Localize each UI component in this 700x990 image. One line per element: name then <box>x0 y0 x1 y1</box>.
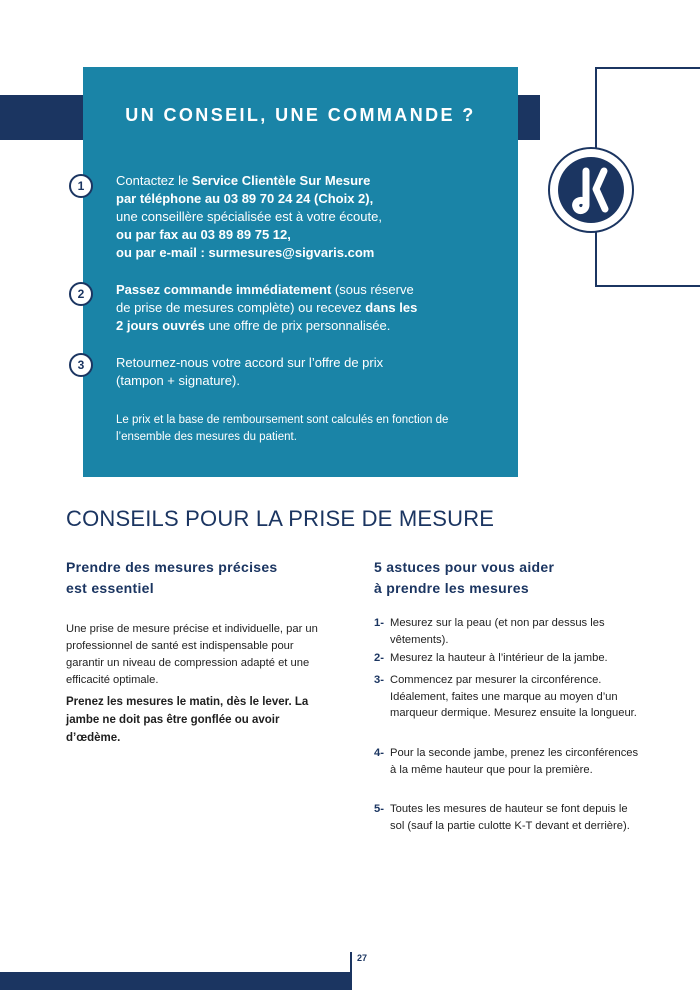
step-2-line: de prise de mesures complète) ou recevez dans les <box>116 300 418 315</box>
step-1-line: une conseillère spécialisée est à votre écoute, <box>116 209 382 224</box>
step-3-text <box>116 354 506 390</box>
page-divider <box>350 952 352 990</box>
page-number: 27 <box>357 953 368 963</box>
step-1-line: ou par fax au 03 89 89 75 12, <box>116 227 291 242</box>
step-1-line: Contactez le Service Clientèle Sur Mesure <box>116 173 371 188</box>
box-title: UN CONSEIL, UNE COMMANDE ? <box>125 105 476 125</box>
step-3-line: (tampon + signature). <box>116 373 240 388</box>
step-1-line: ou par e-mail : surmesures@sigvaris.com <box>116 245 375 260</box>
step-1-line: par téléphone au 03 89 70 24 24 (Choix 2), <box>116 191 374 206</box>
pricing-note: Le prix et la base de remboursement sont calculés en fonction de l’ensemble des mesures du patient. <box>116 414 449 443</box>
left-bold-paragraph: Prenez les mesures le matin, dès le lever. La jambe ne doit pas être gonflée ou avoir d’œdème. <box>66 696 309 744</box>
tip-item: 1- Mesurez sur la peau (et non par dessus les vêtements). <box>374 617 605 646</box>
tip-item: 4- Pour la seconde jambe, prenez les circonférences à la même hauteur que pour la première. <box>374 747 639 776</box>
tip-item: 5- Toutes les mesures de hauteur se font depuis le sol (sauf la partie culotte K-T devant et derrière). <box>374 803 630 832</box>
left-column-heading: Prendre des mesures précises est essentiel <box>66 559 278 596</box>
step-2-number-badge: 2 <box>69 282 93 306</box>
step-2-line: 2 jours ouvrés une offre de prix personnalisée. <box>116 318 391 333</box>
sigvaris-logo-icon <box>548 147 634 233</box>
tip-item: 3- Commencez par mesurer la circonférence. Idéalement, faites une marque au moyen d’un marqueur dermique. Mesurez ensuite la longueur. <box>374 674 637 719</box>
step-2-line: Passez commande immédiatement (sous réserve <box>116 282 414 297</box>
step-3-line: Retournez-nous votre accord sur l’offre de prix <box>116 355 384 370</box>
step-2-text <box>116 281 506 335</box>
tip-item: 2- Mesurez la hauteur à l’intérieur de la jambe. <box>374 652 608 664</box>
section-title: CONSEILS POUR LA PRISE DE MESURE <box>66 506 495 531</box>
step-3-number-badge: 3 <box>69 353 93 377</box>
step-1-number-badge: 1 <box>69 174 93 198</box>
right-column-heading: 5 astuces pour vous aider à prendre les mesures <box>374 559 555 596</box>
bottom-decorative-stripe <box>0 972 350 990</box>
step-1-text <box>116 172 506 262</box>
left-paragraph: Une prise de mesure précise et individuelle, par un professionnel de santé est indispensable pour garantir un niveau de compression adapté et une efficacité optimale. <box>66 623 318 686</box>
